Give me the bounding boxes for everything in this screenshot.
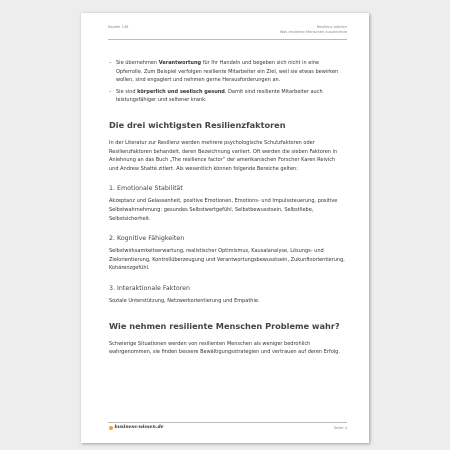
page-number: Seite 4: [333, 425, 347, 430]
logo-text: business-wissen.de: [114, 425, 164, 430]
factor-text-emotional: Akzeptanz und Gelassenheit, positive Emotionen, Emotions- und Impulssteuerung, positive Selbstwahrnehmung: gesundes Selbstwertgefühl, Selbstbewusstsein, Selbstliebe, Selbstsicherheit.: [109, 198, 338, 222]
bullet-bold: Verantwortung: [158, 60, 202, 66]
running-header-title: Resilienz stärken: [316, 25, 347, 29]
factor-title-cognitive: 2. Kognitive Fähigkeiten: [109, 235, 185, 243]
section-heading-problem-perception: Wie nehmen resiliente Menschen Probleme wahr?: [109, 320, 340, 331]
footer-logo: [109, 425, 164, 430]
factor-text-cognitive: Selbstwirksamkeitserwartung, realistischer Optimismus, Kausalanalyse, Lösungs- und Zielorientierung, Kontrollüberzeugung und Verantwortungsbewusstsein, Zukunftsorientierung, Kohärenzgefühl.: [109, 248, 345, 272]
bullet-bold: körperlich und seelisch gesund: [137, 88, 225, 95]
section-intro: In der Literatur zur Resilienz werden mehrere psychologische Schutzfaktoren oder Resilienzfaktoren behandelt, deren Bezeichnung variiert. Oft werden die sieben Faktoren in Anlehnung an das Buch „The resilience factor“ der amerikanischen Forscher Karen Reivich und Andrew Shatté zitiert. Als wesentlich können folgende Bereiche gelten:: [109, 139, 338, 172]
bullet-item-responsibility: – Sie übernehmen Verantwortung für Ihr Handeln und begeben sich nicht in eine Opferrolle. Zum Beispiel verfolgen resiliente Mitarbeiter ein Ziel, weil sie etwas bewirken wollen, sind engagiert und nehmen gerne Herausforderungen an.: [109, 59, 345, 85]
section-text-problem-perception: Schwierige Situationen werden von resilienten Menschen als weniger bedrohlich wahrgenommen, sie finden bessere Bewältigungsstrategien und vertrauen auf deren Erfolg.: [109, 340, 340, 356]
factor-text-interactional: Soziale Unterstützung, Netzwerkorientierung und Empathie.: [109, 297, 260, 304]
running-header: [280, 25, 347, 35]
running-header-subtitle: Was resiliente Menschen auszeichnet: [279, 30, 347, 34]
bullet-item-health: – Sie sind körperlich und seelisch gesund. Damit sind resiliente Mitarbeiter auch leistungsfähiger und seltener krank.: [109, 88, 345, 105]
footer-divider: [108, 422, 347, 423]
chapter-label: Kapitel 146: [108, 25, 129, 29]
section-heading-resilience-factors: Die drei wichtigsten Resilienzfaktoren: [109, 119, 286, 130]
document-page: [81, 13, 369, 443]
logo-dot-icon: [109, 426, 113, 430]
factor-title-interactional: 3. Interaktionale Faktoren: [109, 284, 191, 292]
page-content: [109, 59, 345, 357]
factor-title-emotional: 1. Emotionale Stabilität: [109, 185, 183, 193]
bullet-list: [109, 59, 345, 105]
header-divider: [108, 39, 347, 40]
